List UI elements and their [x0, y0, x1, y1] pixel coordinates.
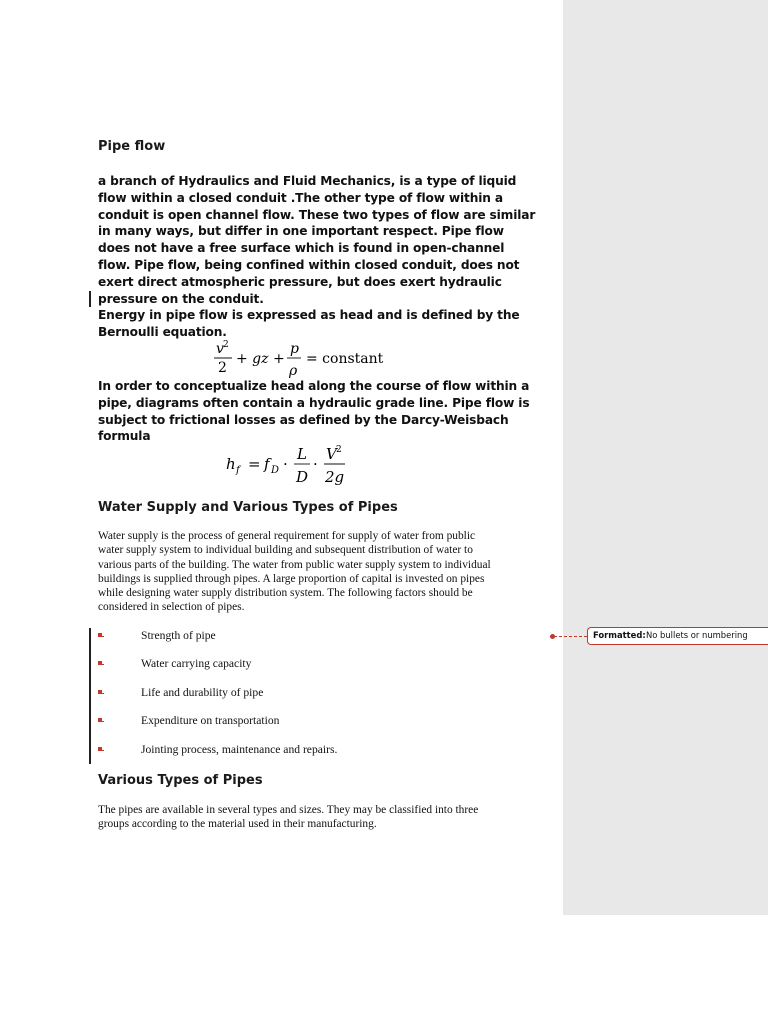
head-line: pipe, diagrams often contain a hydraulic grade line. Pipe flow is: [98, 395, 530, 410]
change-bar-list: [89, 628, 91, 764]
section-heading-pipe-types: Various Types of Pipes: [98, 773, 263, 788]
list-item-text: Strength of pipe: [141, 629, 216, 642]
deleted-bullet-icon: [98, 718, 102, 722]
comment-text: No bullets or numbering: [646, 630, 748, 640]
head-line: subject to frictional losses as defined by the Darcy-Weisbach: [98, 412, 509, 427]
intro-paragraph: [98, 173, 554, 341]
eq-v: v: [216, 341, 224, 357]
intro-line: does not have a free surface which is found in open-channel: [98, 241, 505, 256]
list-item: [98, 657, 538, 673]
deleted-bullet-icon: [98, 633, 102, 637]
eq-rho: ρ: [289, 363, 298, 379]
eq-h-sub: f: [236, 465, 240, 476]
eq-V: V: [326, 445, 337, 463]
eq-2g: 2g: [325, 468, 345, 486]
head-paragraph: [98, 378, 554, 445]
eq-rhs: = constant: [306, 351, 384, 367]
list-item: [98, 714, 538, 730]
list-item: [98, 629, 538, 645]
darcy-weisbach-equation: [224, 442, 364, 486]
head-line: formula: [98, 429, 151, 444]
deleted-bullet-icon: [98, 661, 102, 665]
pipe-types-line: groups according to the material used in their manufacturing.: [98, 818, 377, 831]
comment-connector: [554, 636, 587, 637]
eq-f-sub: D: [271, 465, 280, 476]
intro-line: pressure on the conduit.: [98, 291, 264, 306]
water-supply-line: water supply system to individual building and subsequent distribution of water to: [98, 544, 473, 557]
eq-h: h: [226, 455, 236, 473]
page-title: Pipe flow: [98, 139, 166, 154]
eq-equals: =: [248, 455, 261, 473]
intro-line: Bernoulli equation.: [98, 325, 227, 340]
intro-line: in many ways, but differ in one important respect. Pipe flow: [98, 224, 504, 239]
eq-v-sup: 2: [223, 340, 229, 350]
eq-two: 2: [218, 360, 227, 376]
head-line: In order to conceptualize head along the course of flow within a: [98, 379, 530, 393]
list-item: [98, 686, 538, 702]
intro-line: Energy in pipe flow is expressed as head and is defined by the: [98, 308, 520, 323]
intro-line: a branch of Hydraulics and Fluid Mechanics, is a type of liquid: [98, 174, 517, 188]
section-heading-water-supply: Water Supply and Various Types of Pipes: [98, 500, 398, 515]
list-item-text: Jointing process, maintenance and repairs.: [141, 743, 338, 756]
pipe-types-paragraph: [98, 803, 554, 832]
comment-label: Formatted:: [593, 630, 646, 640]
formatting-comment-balloon[interactable]: [587, 627, 768, 645]
pipe-types-line: The pipes are available in several types and sizes. They may be classified into three: [98, 804, 479, 816]
water-supply-paragraph: [98, 529, 554, 615]
eq-f: f: [264, 455, 270, 473]
list-item-text: Expenditure on transportation: [141, 714, 280, 727]
list-item-text: Water carrying capacity: [141, 657, 252, 670]
deleted-bullet-icon: [98, 690, 102, 694]
eq-L: L: [297, 445, 307, 463]
deleted-bullet-icon: [98, 747, 102, 751]
eq-p: p: [290, 341, 299, 357]
change-bar: [89, 291, 91, 307]
intro-line: exert direct atmospheric pressure, but does exert hydraulic: [98, 274, 502, 289]
list-item: [98, 743, 538, 759]
eq-gz: + gz +: [236, 351, 285, 367]
water-supply-line: Water supply is the process of general requirement for supply of water from public: [98, 530, 476, 542]
eq-dot: ·: [313, 455, 318, 473]
eq-D: D: [296, 468, 309, 486]
markup-pane: [563, 0, 768, 915]
intro-line: flow within a closed conduit .The other type of flow within a: [98, 190, 503, 205]
eq-V-sup: 2: [336, 445, 342, 455]
water-supply-line: considered in selection of pipes.: [98, 601, 245, 614]
list-item-text: Life and durability of pipe: [141, 686, 264, 699]
water-supply-line: various parts of the building. The water from public water supply system to individual: [98, 558, 491, 571]
water-supply-line: buildings is supplied through pipes. A large proportion of capital is invested on pipes: [98, 572, 485, 585]
intro-line: conduit is open channel flow. These two types of flow are similar: [98, 207, 536, 222]
intro-line: flow. Pipe flow, being confined within closed conduit, does not: [98, 257, 520, 272]
eq-dot: ·: [283, 455, 288, 473]
water-supply-line: while designing water supply distribution system. The following factors should be: [98, 587, 473, 600]
